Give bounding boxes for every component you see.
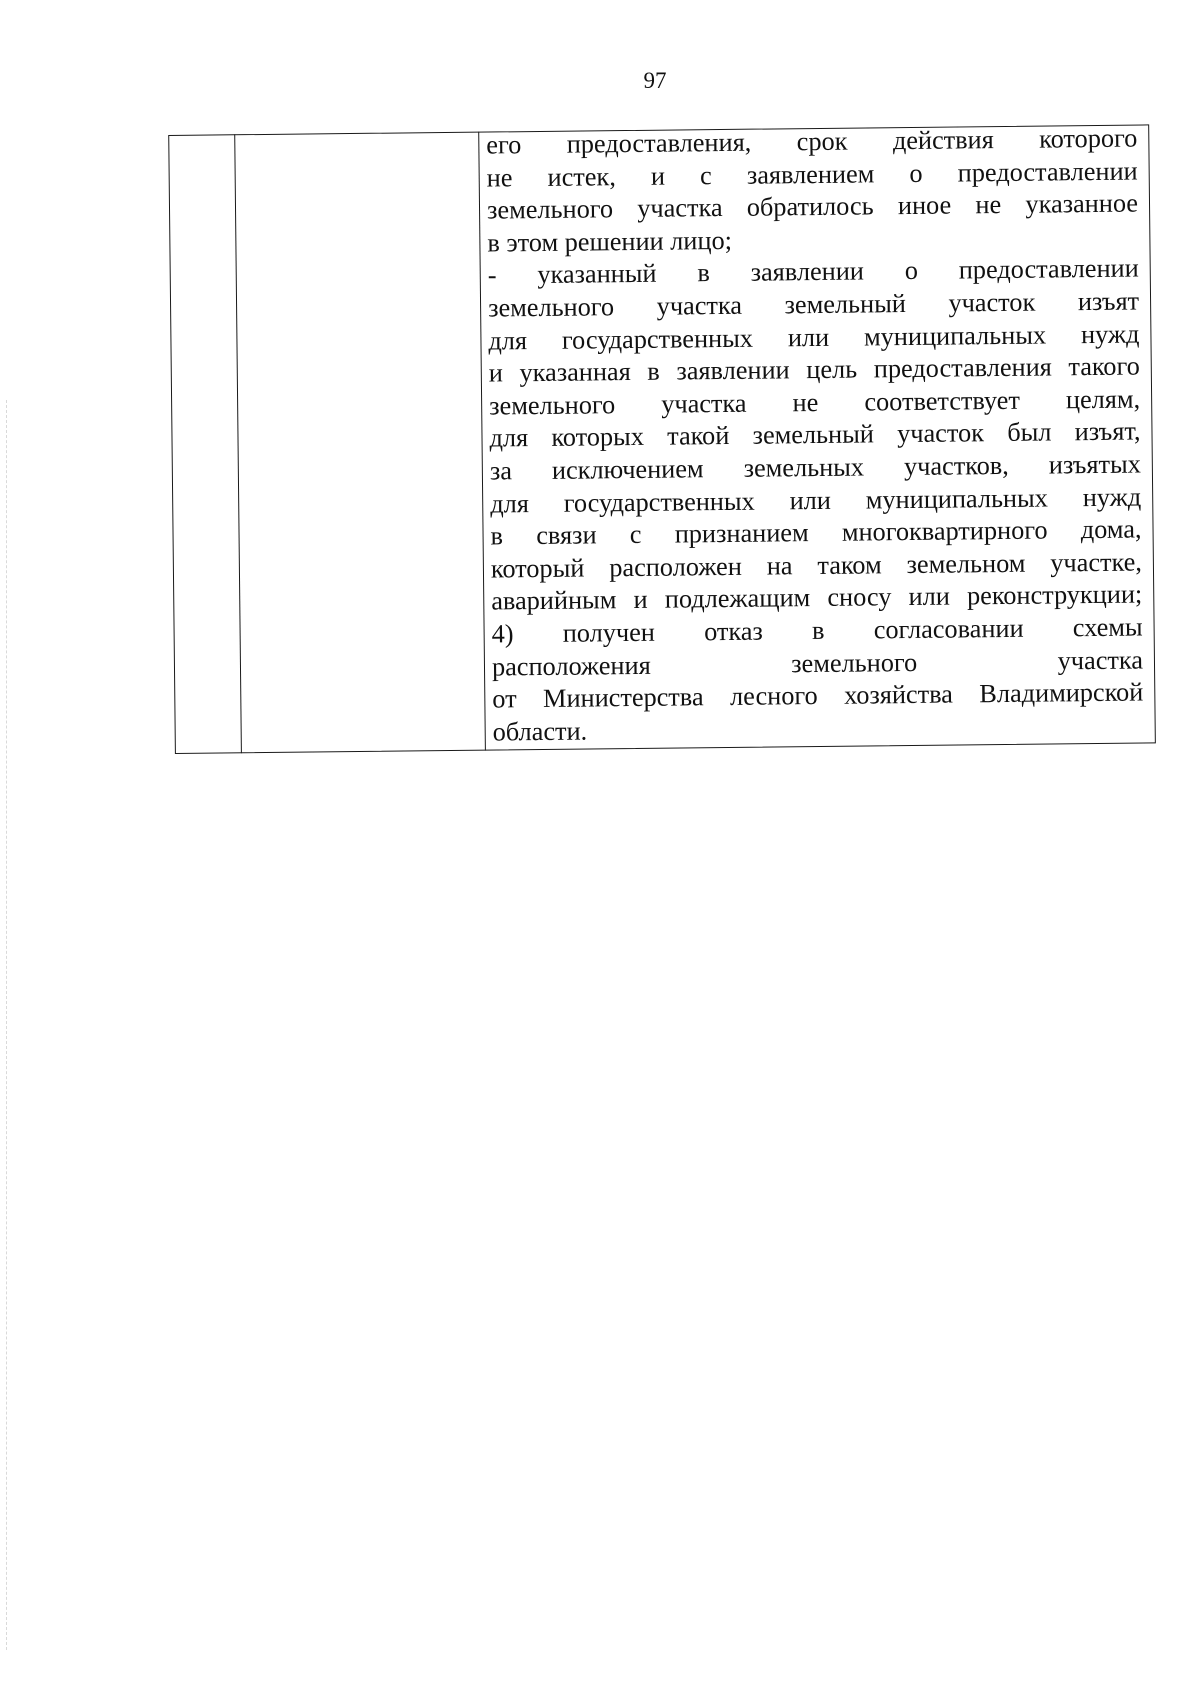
cell-text-line: 4) получен отказ в согласовании схемы [491,612,1143,649]
cell-text-line: земельного участка земельный участок изъят [487,286,1140,323]
cell-text-line: в связи с признанием многоквартирного дома, [490,514,1142,551]
cell-text-line: области. [492,716,588,747]
cell-text-line: для государственных или муниципальных нужд [490,482,1142,519]
scan-edge-artifact [6,400,7,1650]
cell-text-line: который расположен на таком земельном участке, [490,547,1143,584]
cell-text-line: расположения земельного участка [491,644,1144,682]
cell-text-line: земельного участка не соответствует целям, [489,384,1141,421]
document-table [168,104,1156,755]
cell-text-line: от Министерства лесного хозяйства Владимирской [492,677,1144,714]
cell-text-line: - указанный в заявлении о предоставлении [487,253,1139,290]
cell-text-line: для которых такой земельный участок был изъят, [489,416,1141,453]
page-number: 97 [643,68,667,93]
cell-text-line: в этом решении лицо; [487,225,733,258]
cell-text-line: аварийным и подлежащим сносу или реконструкции; [491,579,1143,616]
cell-text-line: за исключением земельных участков, изъятых [489,449,1141,486]
cell-text-line: и указанная в заявлении цель предоставления такого [488,351,1140,388]
table-cell-text [486,123,1144,749]
cell-text-line: земельного участка обратилось иное не указанное [486,188,1139,225]
cell-text-line: не истек, и с заявлением о предоставлении [486,156,1138,193]
cell-text-line: его предоставления, срок действия которого [486,123,1138,160]
cell-text-line: для государственных или муниципальных нужд [488,319,1140,356]
